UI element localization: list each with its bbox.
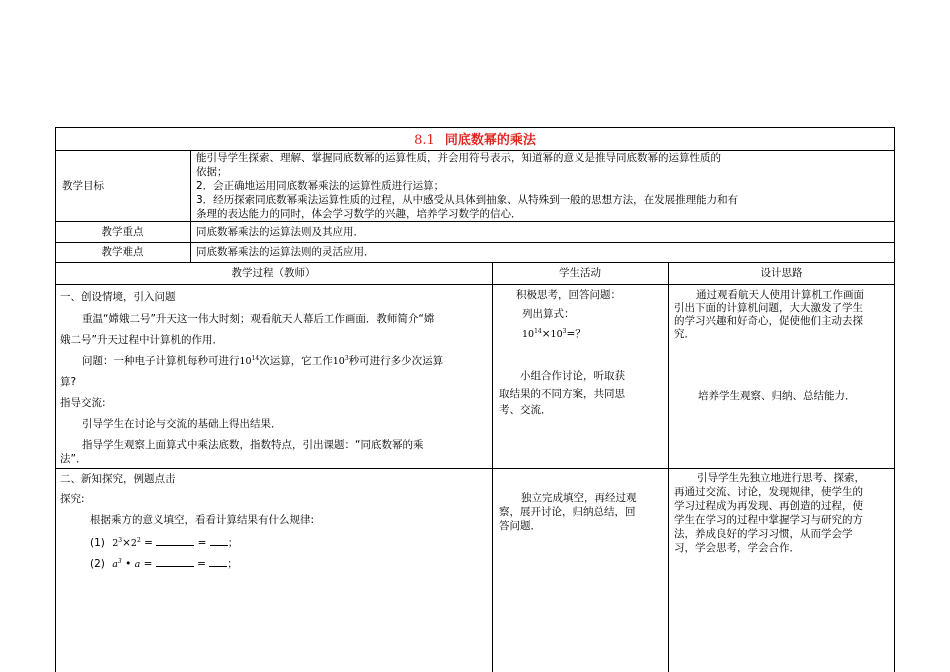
section1-question-end: 算?	[60, 376, 77, 388]
objective-line: 3．经历探索同底数幂乘法运算性质的过程，从中感受从具体到抽象、从特殊到一般的思想方法，在发展推理能力和有	[196, 194, 739, 206]
power-a-3	[112, 559, 122, 570]
design-line: 究．	[674, 328, 695, 340]
table-rule	[55, 221, 895, 222]
dot-sign: •	[125, 558, 132, 570]
question-text: 秒可进行多少次运算	[348, 355, 444, 367]
power-2-3	[112, 538, 122, 549]
guide-line: 指导学生观察上面算式中乘法底数，指数特点，引出课题：“同底数幂的乘	[82, 439, 424, 451]
section1-heading: 一、创设情境，引入问题	[60, 291, 176, 303]
design-line: 培养学生观察、归纳、总结能力．	[698, 390, 856, 402]
power-10-3	[333, 356, 349, 367]
equals-sign: =	[144, 537, 153, 549]
table-rule	[492, 262, 493, 672]
question-text: 次运算，它工作	[259, 355, 333, 367]
question-text: 问题：一种电子计算机每秒可进行	[82, 355, 240, 367]
design-line: 引出下面的计算机问题，大大激发了学生	[674, 302, 863, 314]
answer-blank[interactable]	[156, 535, 194, 546]
guide-line: 法”．	[60, 453, 87, 465]
answer-blank[interactable]	[210, 535, 228, 546]
exponent-2: 2	[136, 536, 141, 544]
guide-label: 指导交流:	[60, 397, 106, 409]
design-line: 引导学生先独立地进行思考、探索，	[697, 472, 865, 484]
times-sign: ×	[122, 537, 131, 549]
table-rule	[668, 262, 669, 672]
item-label: (1)	[90, 537, 105, 549]
exponent-3: 3	[117, 557, 122, 565]
power-10-3	[551, 329, 567, 340]
key-point-label: 教学重点	[101, 226, 144, 238]
student-activity-line: 取结果的不同方案，共同思	[499, 388, 625, 400]
lesson-number: 8.1	[414, 133, 435, 148]
equals-sign: =	[197, 558, 206, 570]
student-activity-line: 独立完成填空，再经过观	[521, 492, 637, 504]
objectives-label: 教学目标	[62, 180, 104, 192]
header-process: 教学过程（教师）	[231, 267, 316, 279]
base-a: a	[112, 559, 118, 570]
objective-line: 条理的表达能力的同时，体会学习数学的兴趣，培养学习数学的信心．	[196, 208, 522, 220]
power-10-14	[522, 329, 542, 340]
design-line: 再通过交流、讨论，发现规律，使学生的	[674, 486, 863, 498]
objective-line: 能引导学生探索、理解、掌握同底数幂的运算性质，并会用符号表示，知道幂的意义是推导同底数幂的运算性质的	[196, 152, 721, 164]
answer-blank[interactable]	[156, 556, 194, 567]
base-ten: 10	[332, 356, 345, 367]
student-activity-line: 答问题．	[499, 520, 541, 532]
item-end: ；	[227, 537, 239, 549]
item-label: (2)	[90, 558, 105, 570]
objective-line: 依据；	[196, 166, 228, 178]
exercise-item-2	[90, 556, 238, 572]
table-rule	[190, 150, 191, 262]
times-sign: ×	[541, 328, 551, 340]
section1-paragraph: 娥二号”升天过程中计算机的作用．	[60, 334, 223, 346]
design-line: 的学习兴趣和好奇心，促使他们主动去探	[674, 315, 863, 327]
table-rule	[55, 468, 895, 469]
student-activity-line: 小组合作讨论，听取获	[520, 370, 625, 382]
student-activity-line: 列出算式：	[522, 308, 575, 320]
objective-line: 2．会正确地运用同底数幂乘法的运算性质进行运算；	[196, 180, 445, 192]
guide-line: 引导学生在讨论与交流的基础上得出结果．	[82, 418, 282, 430]
item-end: ；	[227, 558, 238, 570]
base-2: 2	[130, 538, 137, 549]
equals-question: =？	[566, 328, 586, 340]
key-point-text: 同底数幂乘法的运算法则及其应用．	[196, 226, 364, 238]
difficulty-text: 同底数幂乘法的运算法则的灵活应用．	[196, 246, 375, 258]
section2-heading: 二、新知探究，例题点击	[60, 473, 176, 485]
table-rule	[55, 284, 895, 285]
answer-blank[interactable]	[209, 556, 227, 567]
base-a: a	[134, 559, 141, 570]
student-activity-line: 考、交流．	[499, 404, 552, 416]
design-line: 法，养成良好的学习习惯，从而学会学	[674, 528, 853, 540]
base-ten: 10	[550, 329, 563, 340]
explore-label: 探究:	[60, 493, 85, 505]
power-10-14	[240, 356, 260, 367]
student-activity-line: 积极思考，回答问题：	[516, 289, 621, 301]
table-rule	[55, 262, 895, 263]
exponent-3: 3	[344, 354, 349, 362]
table-rule	[55, 242, 895, 243]
exercise-item-1	[90, 535, 238, 551]
design-line: 通过观看航天人使用计算机工作画面	[696, 289, 864, 301]
section1-question	[82, 354, 443, 369]
header-student: 学生活动	[559, 267, 601, 279]
base-ten: 10	[239, 356, 252, 367]
design-line: 习，学会思考，学会合作．	[674, 542, 800, 554]
exponent-14: 14	[534, 327, 542, 335]
equals-sign: =	[197, 537, 207, 549]
base-2: 2	[112, 538, 119, 549]
exponent-3: 3	[118, 536, 123, 544]
section1-paragraph: 重温“嫦娥二号”升天这一伟大时刻；观看航天人幕后工作画面．教师简介“嫦	[82, 313, 435, 325]
difficulty-label: 教学难点	[101, 246, 144, 258]
base-ten: 10	[522, 329, 535, 340]
explore-instruction: 根据乘方的意义填空，看看计算结果有什么规律:	[90, 514, 315, 526]
exponent-3: 3	[562, 327, 567, 335]
design-line: 学生在学习的过程中掌握学习与研究的方	[674, 514, 863, 526]
design-line: 学习过程成为再发现、再创造的过程，使	[674, 500, 863, 512]
exponent-14: 14	[251, 354, 260, 362]
student-activity-line: 察，展开讨论，归纳总结，回	[499, 506, 636, 518]
lesson-title-text: 同底数幂的乘法	[444, 133, 536, 148]
student-expression	[522, 327, 586, 342]
header-design: 设计思路	[760, 267, 803, 279]
equals-sign: =	[143, 558, 153, 570]
power-2-2	[131, 538, 141, 549]
